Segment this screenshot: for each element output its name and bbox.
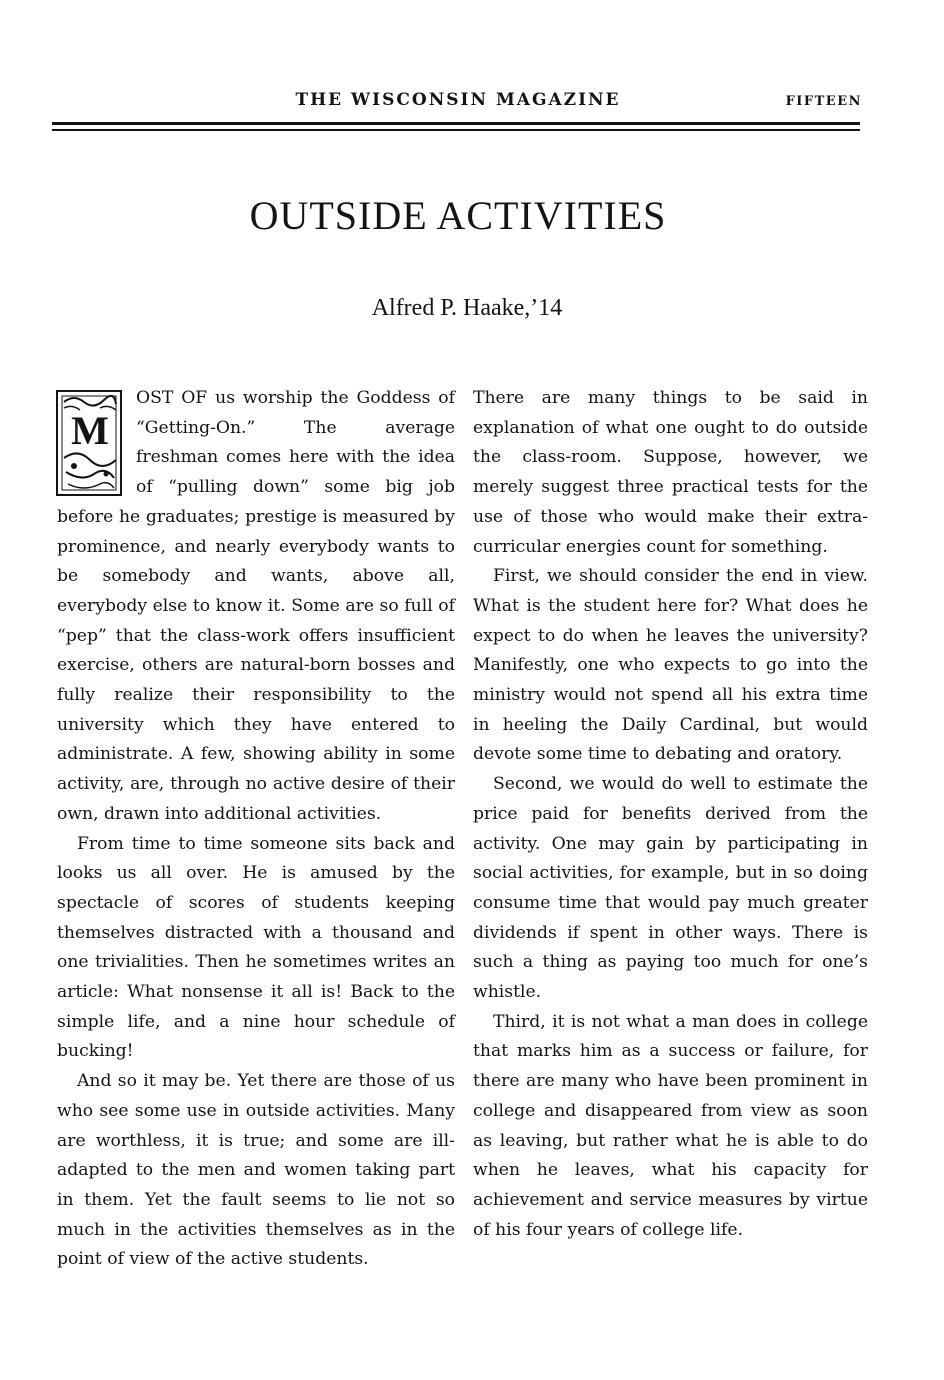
magazine-title: THE WISCONSIN MAGAZINE [295,90,621,110]
running-head [52,90,864,116]
paragraph: And so it may be. Yet there are those of us who see some use in outside activities. Many are worthless, it is true; and some are ill-adapted to the men and women taking part in them. Yet the fault seems to lie not so much in the activities themselves as in the point of view of the active students. [57,1071,455,1270]
left-column [57,384,455,1275]
byline: Alfred P. Haake,’14 [371,295,563,321]
header-rule [52,122,860,131]
paragraph: There are many things to be said in explanation of what one ought to do outside the class-room. Suppose, however, we merely suggest three practical tests for the use of those who would make their extra-curricular energies count for something. [473,388,868,557]
paragraph: First, we should consider the end in view. What is the student here for? What does he expect to do when he leaves the university? Manifestly, one who expects to go into the ministry would not spend all his extra time in heeling the Daily Cardinal, but would devote some time to debating and oratory. [473,566,868,765]
article-title: OUTSIDE ACTIVITIES [249,193,667,238]
drop-cap-letter: M [71,408,109,453]
paragraph: Second, we would do well to estimate the price paid for benefits derived from the activity. One may gain by participating in social activities, for example, but in so doing consume time that would pay much greater dividends if spent in other ways. There is such a thing as paying too much for one’s whistle. [473,774,868,1003]
paragraph: From time to time someone sits back and looks us all over. He is amused by the spectacle of scores of students keeping themselves distracted with a thousand and one trivialities. Then he sometimes writes an article: What nonsense it all is! Back to the simple life, and a nine hour schedule of bucking! [57,833,455,1062]
right-column [473,384,868,1245]
paragraph: Third, it is not what a man does in college that marks him as a success or failure, for there are many who have been prominent in college and disappeared from view as soon as leaving, but rather what he is able to do when he leaves, what his capacity for achievement and service measures by virtue of his four years of college life. [473,1011,868,1240]
paragraph: OST OF us worship the Goddess of “Getting-On.” The average freshman comes here with the idea of “pulling down” some big job before he graduates; prestige is measured by prominence, and nearly everybody wants to be somebody and wants, above all, everybody else to know it. Some are so full of “pep” that the class-work offers insufficient exercise, others are natural-born bosses and fully realize their responsibility to the university which they have entered to administrate. A few, showing ability in some activity, are, through no active desire of their own, drawn into additional activities. [57,388,455,824]
page-number: FIFTEEN [785,94,862,109]
drop-cap-ornament [54,388,126,500]
